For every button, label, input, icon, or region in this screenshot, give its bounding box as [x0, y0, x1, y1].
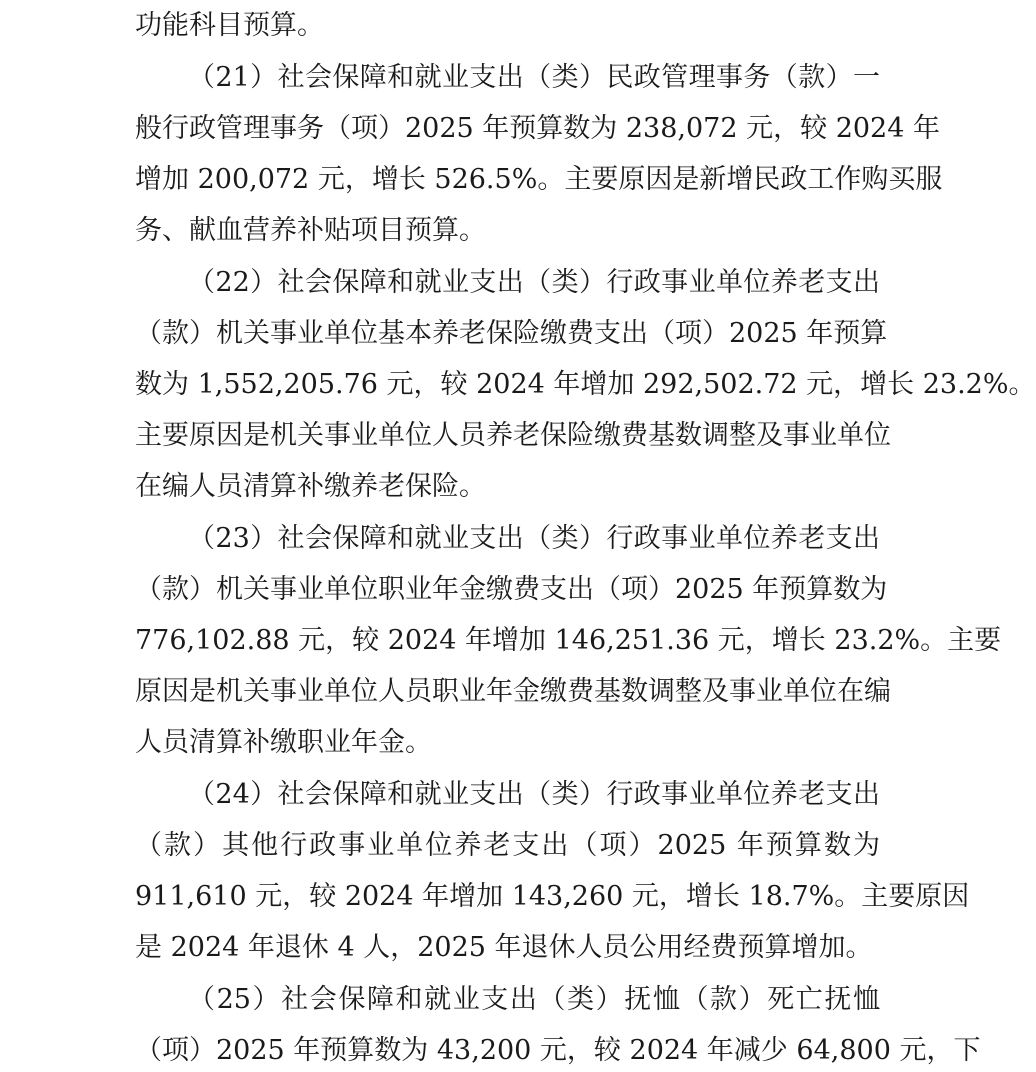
text-line: （款）机关事业单位职业年金缴费支出（项）2025 年预算数为	[135, 574, 888, 605]
text-line: 数为 1,552,205.76 元，较 2024 年增加 292,502.72 元，增长 23.2%。	[135, 369, 1036, 400]
text-line: 原因是机关事业单位人员职业年金缴费基数调整及事业单位在编	[135, 676, 891, 707]
text-line: 务、献血营养补贴项目预算。	[135, 215, 486, 246]
text-line: 776,102.88 元，较 2024 年增加 146,251.36 元，增长 23.2%。主要	[135, 625, 1002, 656]
text-line: 在编人员清算补缴养老保险。	[135, 471, 486, 502]
text-line: （项）2025 年预算数为 43,200 元，较 2024 年减少 64,800 元，下	[135, 1035, 981, 1066]
text-line: 911,610 元，较 2024 年增加 143,260 元，增长 18.7%。主要原因	[135, 881, 970, 912]
text-line: 增加 200,072 元，增长 526.5%。主要原因是新增民政工作购买服	[135, 164, 943, 195]
text-line: 主要原因是机关事业单位人员养老保险缴费基数调整及事业单位	[135, 420, 891, 451]
paragraph-24-line: （24）社会保障和就业支出（类）行政事业单位养老支出	[188, 779, 880, 810]
text-line: 是 2024 年退休 4 人，2025 年退休人员公用经费预算增加。	[135, 932, 873, 963]
paragraph-25-line: （25）社会保障和就业支出（类）抚恤（款）死亡抚恤	[188, 984, 880, 1015]
paragraph-22-line: （22）社会保障和就业支出（类）行政事业单位养老支出	[188, 267, 880, 298]
text-line: 人员清算补缴职业年金。	[135, 727, 432, 758]
text-line: （款）机关事业单位基本养老保险缴费支出（项）2025 年预算	[135, 318, 888, 349]
paragraph-23-line: （23）社会保障和就业支出（类）行政事业单位养老支出	[188, 523, 880, 554]
text-line: 功能科目预算。	[135, 10, 324, 41]
text-line: 般行政管理事务（项）2025 年预算数为 238,072 元，较 2024 年	[135, 113, 940, 144]
paragraph-21-line: （21）社会保障和就业支出（类）民政管理事务（款）一	[188, 62, 880, 93]
text-line: （款）其他行政事业单位养老支出（项）2025 年预算数为	[135, 830, 880, 861]
